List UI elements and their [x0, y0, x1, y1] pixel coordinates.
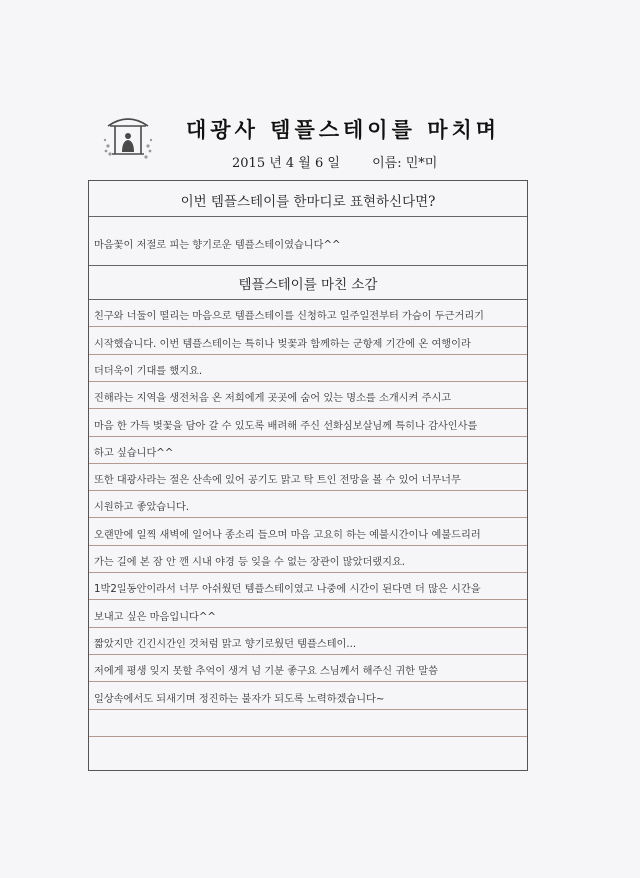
question-divider	[89, 216, 527, 217]
impressions-divider	[89, 299, 527, 300]
impression-line-12: 보내고 싶은 마음입니다^^	[94, 611, 216, 623]
impression-line-11: 1박2일동안이라서 너무 아쉬웠던 템플스테이였고 나중에 시간이 된다면 더 많은 시간을	[94, 584, 481, 596]
impression-line-15: 일상속에서도 되새기며 정진하는 불자가 되도록 노력하겠습니다~	[94, 693, 385, 705]
question-answer: 마음꽃이 저절로 피는 향기로운 템플스테이였습니다^^	[94, 240, 341, 251]
impression-line-9: 오랜만에 일찍 새벽에 일어나 종소리 들으며 마음 고요히 하는 예불시간이나 예불드리러	[94, 529, 481, 541]
ruled-line	[89, 681, 527, 682]
ruled-line	[89, 572, 527, 573]
ruled-line	[89, 599, 527, 600]
impression-line-10: 가는 길에 본 잠 안 깬 시내 야경 등 잊을 수 없는 장관이 많았더랬지요.	[94, 557, 406, 568]
ruled-line	[89, 326, 527, 327]
date-text: 2015 년 4 월 6 일	[232, 156, 340, 171]
ruled-line	[89, 517, 527, 518]
question-heading: 이번 템플스테이를 한마디로 표현하신다면?	[180, 194, 436, 210]
impression-line-6: 하고 싶습니다^^	[94, 447, 174, 459]
ruled-line	[89, 381, 527, 382]
ruled-line	[89, 354, 527, 355]
impression-line-5: 마음 한 가득 벚꽃을 담아 갈 수 있도록 배려해 주신 선화심보살님께 특히나 감사인사를	[94, 420, 478, 432]
ruled-line	[89, 654, 527, 655]
impression-line-1: 친구와 너둘이 떨리는 마음으로 템플스테이를 신청하고 일주일전부터 가슴이 두근거리기	[94, 311, 485, 323]
page-title: 대광사 템플스테이를 마치며	[186, 117, 501, 142]
impression-line-14: 저에게 평생 잊지 못할 추억이 생겨 넘 기분 좋구요 스님께서 해주신 귀한 말씀	[94, 666, 438, 678]
impression-line-13: 짧았지만 긴긴시간인 것처럼 맑고 향기로웠던 템플스테이...	[94, 638, 357, 650]
date-line	[232, 152, 437, 171]
impressions-heading: 템플스테이를 마친 소감	[238, 277, 378, 293]
ruled-line	[89, 490, 527, 491]
ruled-line	[89, 463, 527, 464]
impression-line-3: 더더욱이 기대를 했지요.	[94, 365, 203, 377]
ruled-line	[89, 545, 527, 546]
ruled-line	[89, 709, 527, 710]
ruled-line	[89, 627, 527, 628]
ruled-line	[89, 436, 527, 437]
impression-line-4: 진해라는 지역을 생전처음 온 저희에게 곳곳에 숨어 있는 명소를 소개시켜 주시고	[94, 393, 452, 405]
ruled-line	[89, 408, 527, 409]
temple-logo-icon	[102, 110, 154, 162]
reflection-sheet	[88, 180, 528, 771]
ruled-line	[89, 736, 527, 737]
name-text: 이름: 민*미	[372, 156, 438, 171]
impression-line-8: 시원하고 좋았습니다.	[94, 502, 190, 514]
impression-line-7: 또한 대광사라는 절은 산속에 있어 공기도 맑고 탁 트인 전망을 볼 수 있어 너무너무	[94, 475, 461, 487]
section-divider	[89, 265, 527, 266]
impression-line-2: 시작했습니다. 이번 템플스테이는 특히나 벚꽃과 함께하는 군항제 기간에 온 여행이라	[94, 338, 471, 350]
